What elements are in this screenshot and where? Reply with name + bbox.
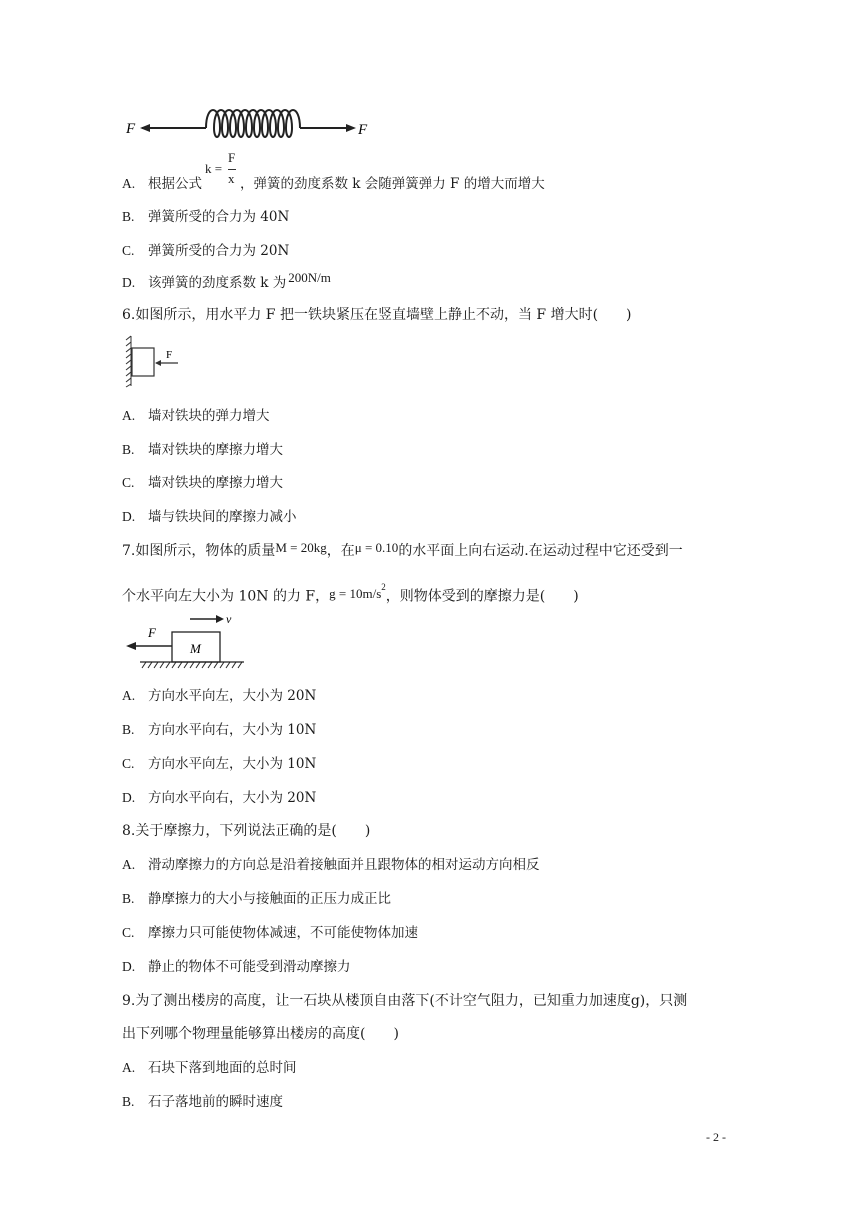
formula-k: k = xyxy=(205,161,223,176)
q7-option-d: D. 方向水平向右，大小为 20N xyxy=(122,790,317,806)
page-number: - 2 - xyxy=(706,1130,726,1144)
q7-stem-line1: 7.如图所示，物体的质量M = 20kg，在μ = 0.10的水平面上向右运动.在运动过程中它还受到一 xyxy=(122,540,683,559)
q8-stem: 8.关于摩擦力，下列说法正确的是( ) xyxy=(122,823,371,839)
formula-denominator: x xyxy=(228,171,235,186)
mass-label: M xyxy=(190,641,201,656)
q8-option-c: C. 摩擦力只可能使物体减速，不可能使物体加速 xyxy=(122,925,418,941)
q6-option-b: B. 墙对铁块的摩擦力增大 xyxy=(122,442,283,458)
friction-force-label: F xyxy=(148,625,156,640)
spring-coils xyxy=(206,110,300,137)
q5-option-d: D. 该弹簧的劲度系数 k 为 200N/m xyxy=(122,270,331,291)
formula-numerator: F xyxy=(228,150,236,165)
formula-fraction-bar xyxy=(228,169,236,170)
spring-force-left-label: F xyxy=(126,121,136,137)
q6-option-a: A. 墙对铁块的弹力增大 xyxy=(122,408,270,424)
iron-block xyxy=(132,348,154,376)
q9-option-a: A. 石块下落到地面的总时间 xyxy=(122,1060,297,1076)
q8-option-a: A. 滑动摩擦力的方向总是沿着接触面并且跟物体的相对运动方向相反 xyxy=(122,857,540,873)
q9-stem-line1: 9.为了测出楼房的高度，让一石块从楼顶自由落下(不计空气阻力，已知重力加速度g)，只测 xyxy=(122,993,688,1009)
q9-stem-line2: 出下列哪个物理量能够算出楼房的高度( ) xyxy=(122,1026,399,1042)
q7-stem-line2: 个水平向左大小为 10N 的力 F，$g = 10m/s^2$，则物体受到的摩擦力是( ) xyxy=(122,582,579,605)
q8-option-b: B. 静摩擦力的大小与接触面的正压力成正比 xyxy=(122,891,391,907)
q6-option-c: C. 墙对铁块的摩擦力增大 xyxy=(122,475,283,491)
q5-option-b: B. 弹簧所受的合力为 40N xyxy=(122,209,290,225)
q7-option-b: B. 方向水平向右，大小为 10N xyxy=(122,722,317,738)
spring-force-right-label: F xyxy=(358,122,368,138)
q6-option-d: D. 墙与铁块间的摩擦力减小 xyxy=(122,509,297,525)
q6-stem: 6.如图所示，用水平力 F 把一铁块紧压在竖直墙壁上静止不动，当 F 增大时( ) xyxy=(122,307,632,323)
q9-option-b: B. 石子落地前的瞬时速度 xyxy=(122,1094,283,1110)
moving-block-figure xyxy=(124,610,250,672)
wall-force-label: F xyxy=(166,349,173,361)
q7-option-c: C. 方向水平向左，大小为 10N xyxy=(122,756,317,772)
q5-option-c: C. 弹簧所受的合力为 20N xyxy=(122,243,290,259)
q7-option-a: A. 方向水平向左，大小为 20N xyxy=(122,688,317,704)
q8-option-d: D. 静止的物体不可能受到滑动摩擦力 xyxy=(122,959,351,975)
wall-block-figure xyxy=(124,334,188,388)
velocity-label: v xyxy=(226,612,232,626)
spring-figure xyxy=(118,100,378,150)
q5-option-a: A. 根据公式 ，弹簧的劲度系数 k 会随弹簧弹力 F 的增大而增大 xyxy=(122,176,545,192)
